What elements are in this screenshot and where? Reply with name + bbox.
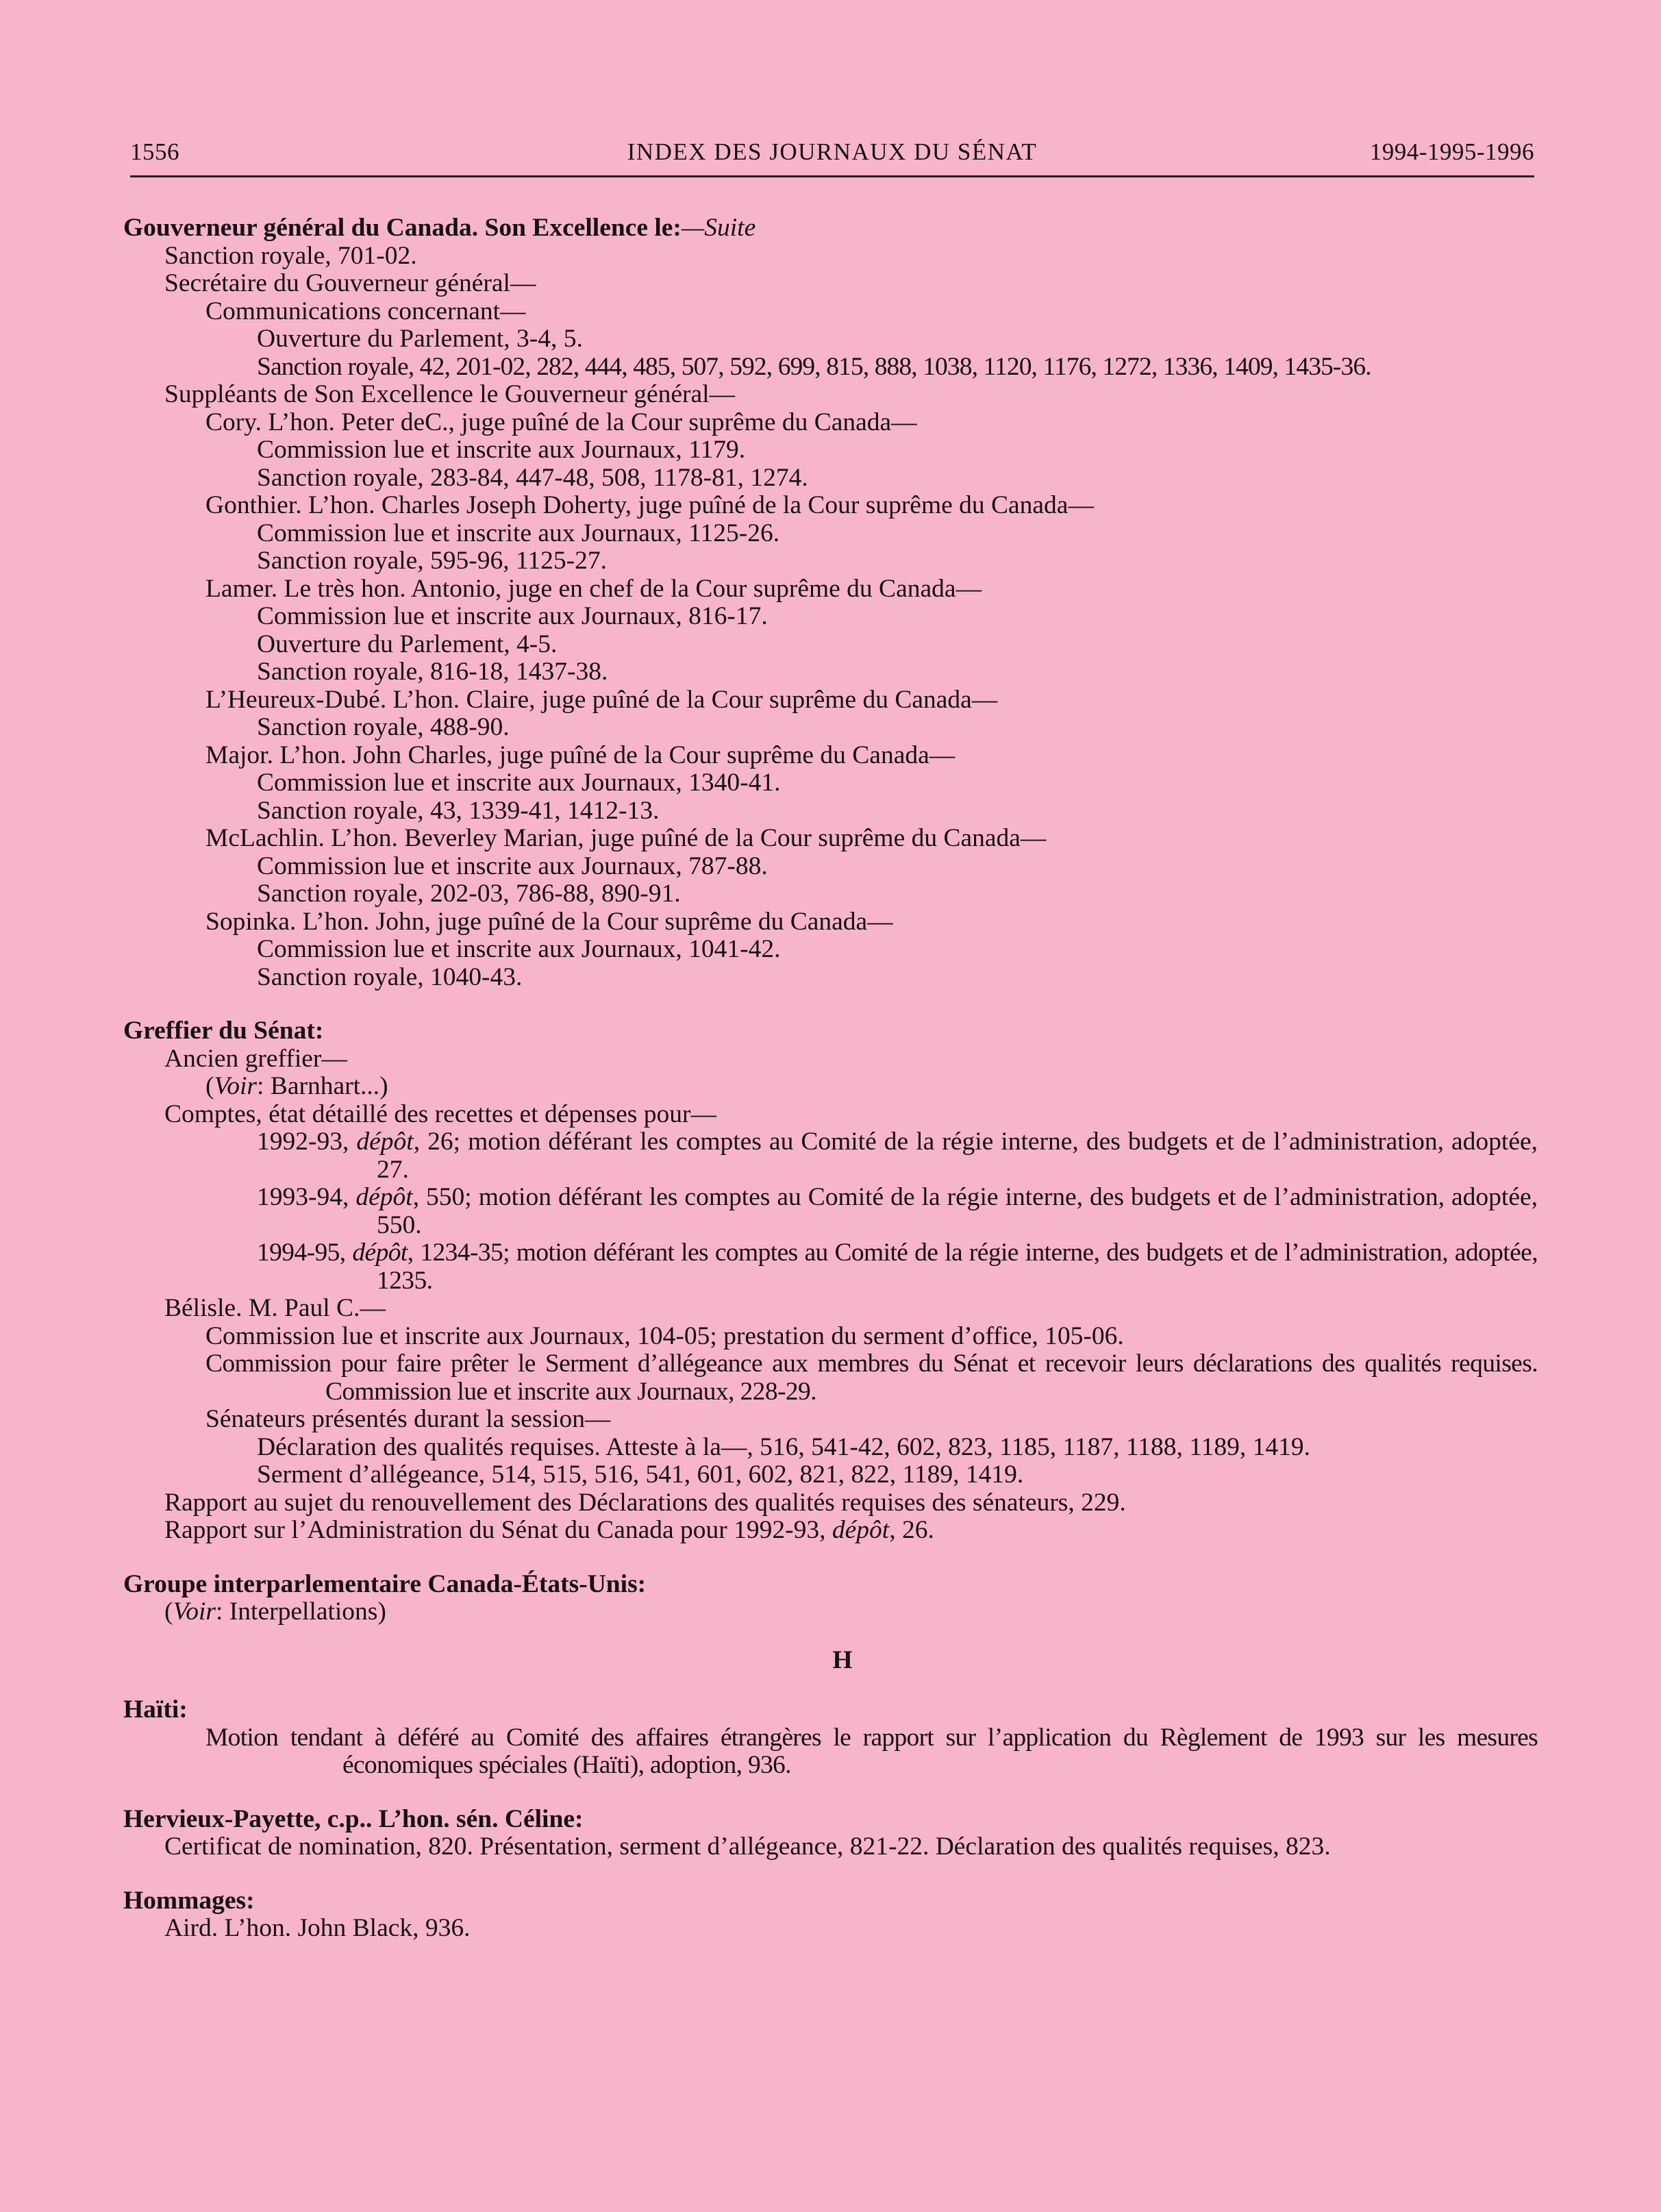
index-line: McLachlin. L’hon. Beverley Marian, juge puîné de la Cour suprême du Canada— xyxy=(205,824,1047,852)
index-line: Commission pour faire prêter le Serment d’allégeance aux membres du Sénat et recevoir leurs déclarations des qualités requises. Commission lue et inscrite aux Journaux, 228-29. xyxy=(205,1350,1538,1406)
index-line: Sanction royale, 488-90. xyxy=(257,713,510,741)
index-line: Sanction royale, 42, 201-02, 282, 444, 485, 507, 592, 699, 815, 888, 1038, 1120, 1176, 1272, 1336, 1409, 1435-36. xyxy=(257,352,1371,381)
index-line: Gonthier. L’hon. Charles Joseph Doherty, juge puîné de la Cour suprême du Canada— xyxy=(205,491,1094,519)
index-line: Bélisle. M. Paul C.— xyxy=(164,1294,386,1322)
page-title: INDEX DES JOURNAUX DU SÉNAT xyxy=(627,138,1038,165)
index-line: Lamer. Le très hon. Antonio, juge en chef de la Cour suprême du Canada— xyxy=(205,574,982,603)
index-line: Motion tendant à déféré au Comité des affaires étrangères le rapport sur l’application du Règlement de 1993 sur les mesures économiques spéciales (Haïti), adoption, 936. xyxy=(205,1723,1538,1779)
index-line: Sanction royale, 43, 1339-41, 1412-13. xyxy=(257,796,660,825)
index-line: Comptes, état détaillé des recettes et dépenses pour— xyxy=(164,1099,716,1128)
index-line: L’Heureux-Dubé. L’hon. Claire, juge puîné de la Cour suprême du Canada— xyxy=(205,685,998,714)
entry-haiti xyxy=(123,1696,1538,1780)
suite-label: —Suite xyxy=(681,214,756,242)
index-line: Aird. L’hon. John Black, 936. xyxy=(164,1914,471,1942)
index-line: Serment d’allégeance, 514, 515, 516, 541, 601, 602, 821, 822, 1189, 1419. xyxy=(257,1461,1024,1489)
index-line: Ouverture du Parlement, 3-4, 5. xyxy=(257,325,583,353)
entry-heading: Hervieux-Payette, c.p.. L’hon. sén. Céline: xyxy=(123,1804,584,1833)
entry-greffier-du-senat xyxy=(123,1017,1538,1545)
entry-hommages xyxy=(123,1887,1538,1943)
index-content xyxy=(123,214,1538,1943)
index-line: Sanction royale, 1040-43. xyxy=(257,962,523,991)
section-letter: H xyxy=(832,1645,853,1674)
index-line: (Voir: Barnhart...) xyxy=(205,1072,388,1100)
index-line: Major. L’hon. John Charles, juge puîné de la Cour suprême du Canada— xyxy=(205,741,956,769)
index-line: (Voir: Interpellations) xyxy=(164,1598,386,1626)
index-line: Sénateurs présentés durant la session— xyxy=(205,1405,611,1433)
index-line: Commission lue et inscrite aux Journaux, 816-17. xyxy=(257,602,768,630)
index-line: Commission lue et inscrite aux Journaux, 1340-41. xyxy=(257,769,781,797)
accounts-line: 1994-95, dépôt, 1234-35; motion déférant les comptes au Comité de la régie interne, des budgets et de l’administration, adoptée, 1235. xyxy=(257,1239,1538,1295)
index-line: Sanction royale, 701-02. xyxy=(164,241,417,270)
index-line: Ouverture du Parlement, 4-5. xyxy=(257,630,558,658)
index-line: Secrétaire du Gouverneur général— xyxy=(164,269,536,297)
index-line: Rapport au sujet du renouvellement des Déclarations des qualités requises des sénateurs, 229. xyxy=(164,1488,1126,1517)
page-number: 1556 xyxy=(130,138,179,165)
session-years: 1994-1995-1996 xyxy=(1369,138,1534,165)
index-line: Commission lue et inscrite aux Journaux, 104-05; prestation du serment d’office, 105-06. xyxy=(205,1321,1124,1350)
entry-heading: Hommages: xyxy=(123,1886,255,1915)
voir-label: Voir xyxy=(214,1072,258,1100)
accounts-line: 1993-94, dépôt, 550; motion déférant les comptes au Comité de la régie interne, des budgets et de l’administration, adoptée, 550. xyxy=(257,1183,1538,1239)
index-line: Rapport sur l’Administration du Sénat du Canada pour 1992-93, dépôt, 26. xyxy=(164,1516,934,1544)
running-header xyxy=(130,134,1534,177)
index-line: Sanction royale, 816-18, 1437-38. xyxy=(257,658,608,686)
index-line: Déclaration des qualités requises. Atteste à la—, 516, 541-42, 602, 823, 1185, 1187, 1188, 1189, 1419. xyxy=(257,1432,1310,1461)
index-line: Commission lue et inscrite aux Journaux, 1125-26. xyxy=(257,519,780,547)
index-line: Ancien greffier— xyxy=(164,1044,347,1073)
index-line: Commission lue et inscrite aux Journaux, 1179. xyxy=(257,436,746,464)
index-line: Sopinka. L’hon. John, juge puîné de la Cour suprême du Canada— xyxy=(205,907,893,936)
index-line: Commission lue et inscrite aux Journaux, 1041-42. xyxy=(257,935,781,963)
index-line: Sanction royale, 202-03, 786-88, 890-91. xyxy=(257,880,681,908)
voir-label: Voir xyxy=(173,1598,216,1626)
accounts-line: 1992-93, dépôt, 26; motion déférant les comptes au Comité de la régie interne, des budgets et de l’administration, adoptée, 27. xyxy=(257,1128,1538,1184)
entry-heading: Gouverneur général du Canada. Son Excellence le:—Suite xyxy=(123,214,756,242)
index-line: Communications concernant— xyxy=(205,297,526,325)
index-line: Sanction royale, 283-84, 447-48, 508, 1178-81, 1274. xyxy=(257,463,808,492)
index-line: Sanction royale, 595-96, 1125-27. xyxy=(257,547,608,575)
index-line: Cory. L’hon. Peter deC., juge puîné de la Cour suprême du Canada— xyxy=(205,408,917,436)
entry-hervieux-payette xyxy=(123,1806,1538,1861)
index-line: Suppléants de Son Excellence le Gouverneur général— xyxy=(164,380,736,408)
entry-heading: Haïti: xyxy=(123,1695,188,1724)
entry-heading: Greffier du Sénat: xyxy=(123,1017,324,1045)
entry-groupe-interparlementaire xyxy=(123,1571,1538,1626)
entry-gouverneur-general xyxy=(123,214,1538,991)
entry-heading: Groupe interparlementaire Canada-États-Unis: xyxy=(123,1569,647,1598)
index-line: Certificat de nomination, 820. Présentation, serment d’allégeance, 821-22. Déclaration des qualités requises, 823. xyxy=(164,1832,1331,1861)
index-line: Commission lue et inscrite aux Journaux, 787-88. xyxy=(257,852,768,880)
